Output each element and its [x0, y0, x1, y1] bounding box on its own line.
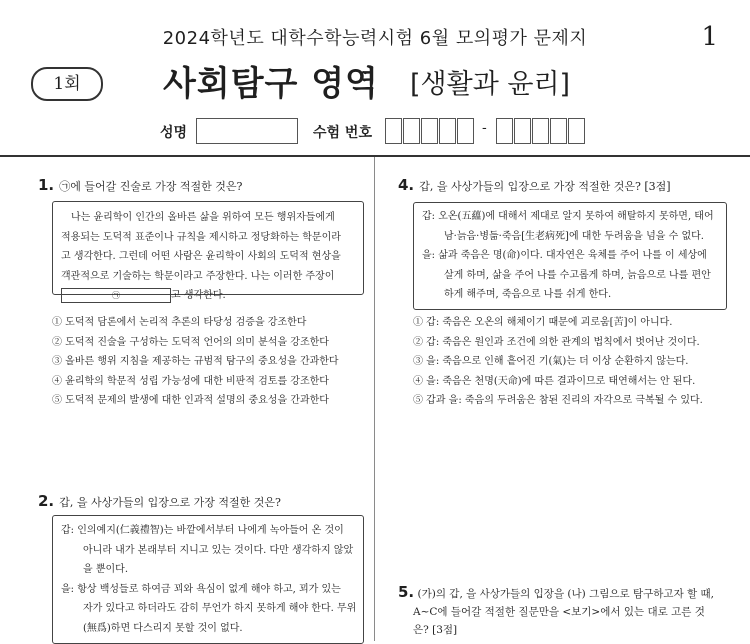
answer-choice[interactable]: ⑤ 갑과 을: 죽음의 두려움은 참된 진리의 자각으로 극복될 수 있다. [413, 395, 703, 407]
question-1-passage [52, 201, 364, 302]
question-4-choices [413, 313, 703, 411]
question-2-header [38, 491, 281, 510]
passage-line: 삶과 죽음은 명(命)이다. 대자연은 육체를 주어 나를 이 세상에 [438, 250, 707, 262]
question-prompt: (가)의 갑, 을 사상가들의 입장을 (나) 그림으로 탐구하고자 할 때, [417, 588, 715, 600]
passage-line: 항상 백성들로 하여금 꾀와 욕심이 없게 해야 하고, 꾀가 있는 [77, 583, 341, 595]
question-number: 5. [398, 583, 415, 601]
answer-choice[interactable]: ③ 올바른 행위 지침을 제공하는 규범적 탐구의 중요성을 간과한다 [52, 356, 339, 368]
question-number: 1. [38, 176, 55, 194]
question-prompt: A∼C에 들어갈 적절한 질문만을 <보기>에서 있는 대로 고른 것 [413, 606, 705, 618]
question-number: 4. [398, 176, 415, 194]
question-4-passage [413, 202, 727, 310]
exam-title: 2024학년도 대학수학능력시험 6월 모의평가 문제지 [162, 28, 588, 49]
exam-number-digit[interactable] [496, 118, 513, 144]
name-label: 성명 [160, 125, 188, 141]
question-prompt: 은? [3점] [413, 624, 458, 636]
name-field[interactable] [196, 118, 298, 144]
passage-line: 살게 하며, 삶을 주어 나를 수고롭게 하며, 늙음으로 나를 편안 [444, 269, 711, 281]
exam-number-digit[interactable] [385, 118, 402, 144]
passage-line: 자가 있다고 하더라도 감히 무언가 하지 못하게 해야 한다. 무위 [83, 603, 357, 615]
speaker-label: 갑: [61, 525, 75, 536]
passage-line: 하게 해주며, 죽음으로 나를 쉬게 한다. [444, 289, 612, 301]
exam-number-separator: - [482, 120, 487, 136]
passage-line: 인의예지(仁義禮智)는 바깥에서부터 나에게 녹아들어 온 것이 [77, 525, 344, 536]
exam-number-digit[interactable] [421, 118, 438, 144]
answer-blank: ㉠ [61, 288, 171, 303]
passage-line: 객관적으로 기술하는 학문이라고 주장한다. 나는 이러한 주장이 [61, 270, 335, 282]
answer-choice[interactable]: ④ 을: 죽음은 천명(天命)에 따른 결과이므로 태연해서는 안 된다. [413, 375, 696, 387]
answer-choice[interactable]: ① 갑: 죽음은 오온의 해체이기 때문에 괴로움[苦]이 아니다. [413, 317, 673, 328]
speaker-label: 을: [422, 250, 436, 262]
speaker-label: 갑: [422, 211, 436, 222]
passage-line: (無爲)하면 다스리지 못할 것이 없다. [83, 622, 243, 634]
exam-number-digit[interactable] [514, 118, 531, 144]
exam-number-label: 수험 번호 [313, 125, 372, 141]
passage-line: 나는 윤리학이 인간의 올바른 삶을 위하여 모든 행위자들에게 [71, 212, 335, 223]
exam-number-digit[interactable] [457, 118, 474, 144]
speaker-label: 을: [61, 583, 75, 595]
page-number: 1 [701, 22, 718, 52]
exam-number-digit[interactable] [403, 118, 420, 144]
answer-choice[interactable]: ③ 을: 죽음으로 인해 흩어진 기(氣)는 더 이상 순환하지 않는다. [413, 356, 689, 368]
exam-number-digit[interactable] [550, 118, 567, 144]
subject-subtitle: [생활과 윤리] [410, 69, 571, 100]
column-divider [374, 157, 375, 641]
question-2-passage [52, 515, 364, 644]
question-5-header [398, 583, 714, 639]
passage-line: 고 생각한다. [171, 290, 226, 302]
passage-line: 남·늙음·병듦·죽음[生老病死]에 대한 두려움을 넘을 수 없다. [444, 230, 704, 242]
passage-line: 을 뿐이다. [83, 564, 128, 576]
answer-choice[interactable]: ④ 윤리학의 학문적 성립 가능성에 대한 비판적 검토를 강조한다 [52, 375, 329, 387]
question-prompt: ㉠에 들어갈 진술로 가장 적절한 것은? [59, 180, 243, 193]
answer-choice[interactable]: ⑤ 도덕적 문제의 발생에 대한 인과적 설명의 중요성을 간과한다 [52, 395, 329, 407]
session-badge: 1회 [31, 67, 103, 101]
passage-line: 오온(五蘊)에 대해서 제대로 알지 못하여 해탈하지 못하면, 태어 [438, 211, 714, 222]
passage-line: 적용되는 도덕적 표준이나 규칙을 제시하고 정당화하는 학문이라 [61, 231, 341, 243]
passage-line: 아니라 내가 본래부터 지니고 있는 것이다. 다만 생각하지 않았 [83, 544, 354, 556]
header-rule [0, 155, 750, 157]
exam-number-digit[interactable] [439, 118, 456, 144]
answer-choice[interactable]: ② 도덕적 진술을 구성하는 도덕적 언어의 의미 분석을 강조한다 [52, 336, 329, 348]
question-prompt: 갑, 을 사상가들의 입장으로 가장 적절한 것은? [3점] [419, 180, 671, 193]
question-number: 2. [38, 492, 55, 510]
question-1-choices [52, 313, 339, 411]
question-1-header [38, 175, 242, 194]
passage-line: 고 생각한다. 그런데 어떤 사람은 윤리학이 사회의 도덕적 현상을 [61, 251, 341, 263]
exam-number-digit[interactable] [532, 118, 549, 144]
subject-title: 사회탐구 영역 [163, 64, 379, 104]
answer-choice[interactable]: ② 갑: 죽음은 원인과 조건에 의한 관계의 법칙에서 벗어난 것이다. [413, 336, 700, 348]
answer-choice[interactable]: ① 도덕적 담론에서 논리적 추론의 타당성 검증을 강조한다 [52, 317, 307, 328]
question-prompt: 갑, 을 사상가들의 입장으로 가장 적절한 것은? [59, 496, 281, 509]
exam-number-digit[interactable] [568, 118, 585, 144]
question-4-header [398, 175, 671, 194]
